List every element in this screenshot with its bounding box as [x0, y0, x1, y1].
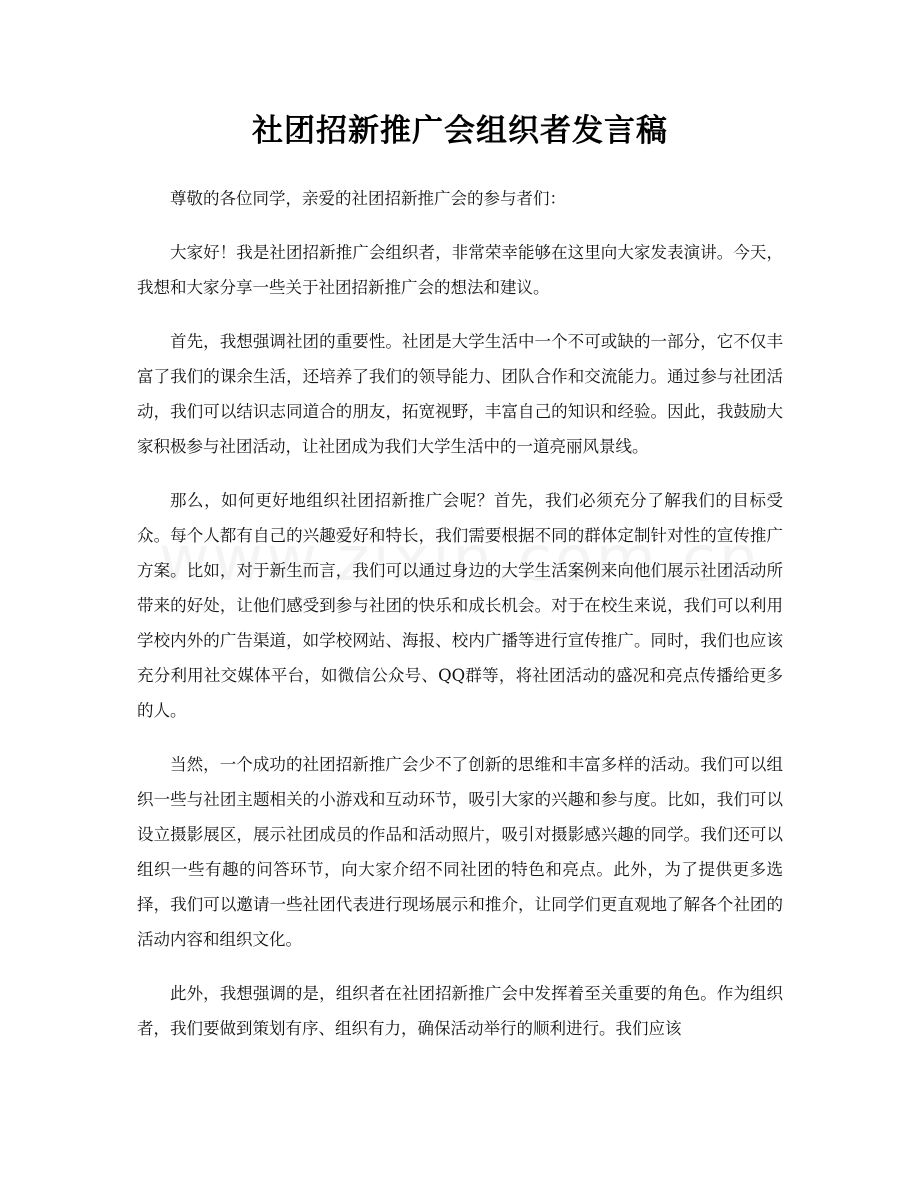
document-body [137, 181, 783, 1065]
document-title: 社团招新推广会组织者发言稿 [252, 113, 668, 149]
paragraph-importance: 首先，我想强调社团的重要性。社团是大学生活中一个不可或缺的一部分，它不仅丰富了我们的课余生活，还培养了我们的领导能力、团队合作和交流能力。通过参与社团活动，我们可以结识志同道合的朋友，拓宽视野，丰富自己的知识和经验。因此，我鼓励大家积极参与社团活动，让社团成为我们大学生活中的一道亮丽风景线。 [137, 332, 783, 456]
paragraph-audience: 那么，如何更好地组织社团招新推广会呢？首先，我们必须充分了解我们的目标受众。每个人都有自己的兴趣爱好和特长，我们需要根据不同的群体定制针对性的宣传推广方案。比如，对于新生而言，我们可以通过身边的大学生活案例来向他们展示社团活动所带来的好处，让他们感受到参与社团的快乐和成长机会。对于在校生来说，我们可以利用学校内外的广告渠道，如学校网站、海报、校内广播等进行宣传推广。同时，我们也应该充分利用社交媒体平台，如微信公众号、QQ群等，将社团活动的盛况和亮点传播给更多的人。 [137, 491, 783, 720]
paragraph-organizer-role: 此外，我想强调的是，组织者在社团招新推广会中发挥着至关重要的角色。作为组织者，我们要做到策划有序、组织有力，确保活动举行的顺利进行。我们应该 [137, 984, 783, 1038]
paragraph-opening: 大家好！我是社团招新推广会组织者，非常荣幸能够在这里向大家发表演讲。今天，我想和大家分享一些关于社团招新推广会的想法和建议。 [137, 243, 783, 297]
paragraph-greeting: 尊敬的各位同学，亲爱的社团招新推广会的参与者们： [170, 189, 566, 208]
paragraph-activities: 当然，一个成功的社团招新推广会少不了创新的思维和丰富多样的活动。我们可以组织一些与社团主题相关的小游戏和互动环节，吸引大家的兴趣和参与度。比如，我们可以设立摄影展区，展示社团成员的作品和活动照片，吸引对摄影感兴趣的同学。我们还可以组织一些有趣的问答环节，向大家介绍不同社团的特色和亮点。此外，为了提供更多选择，我们可以邀请一些社团代表进行现场展示和推介，让同学们更直观地了解各个社团的活动内容和组织文化。 [137, 755, 783, 949]
